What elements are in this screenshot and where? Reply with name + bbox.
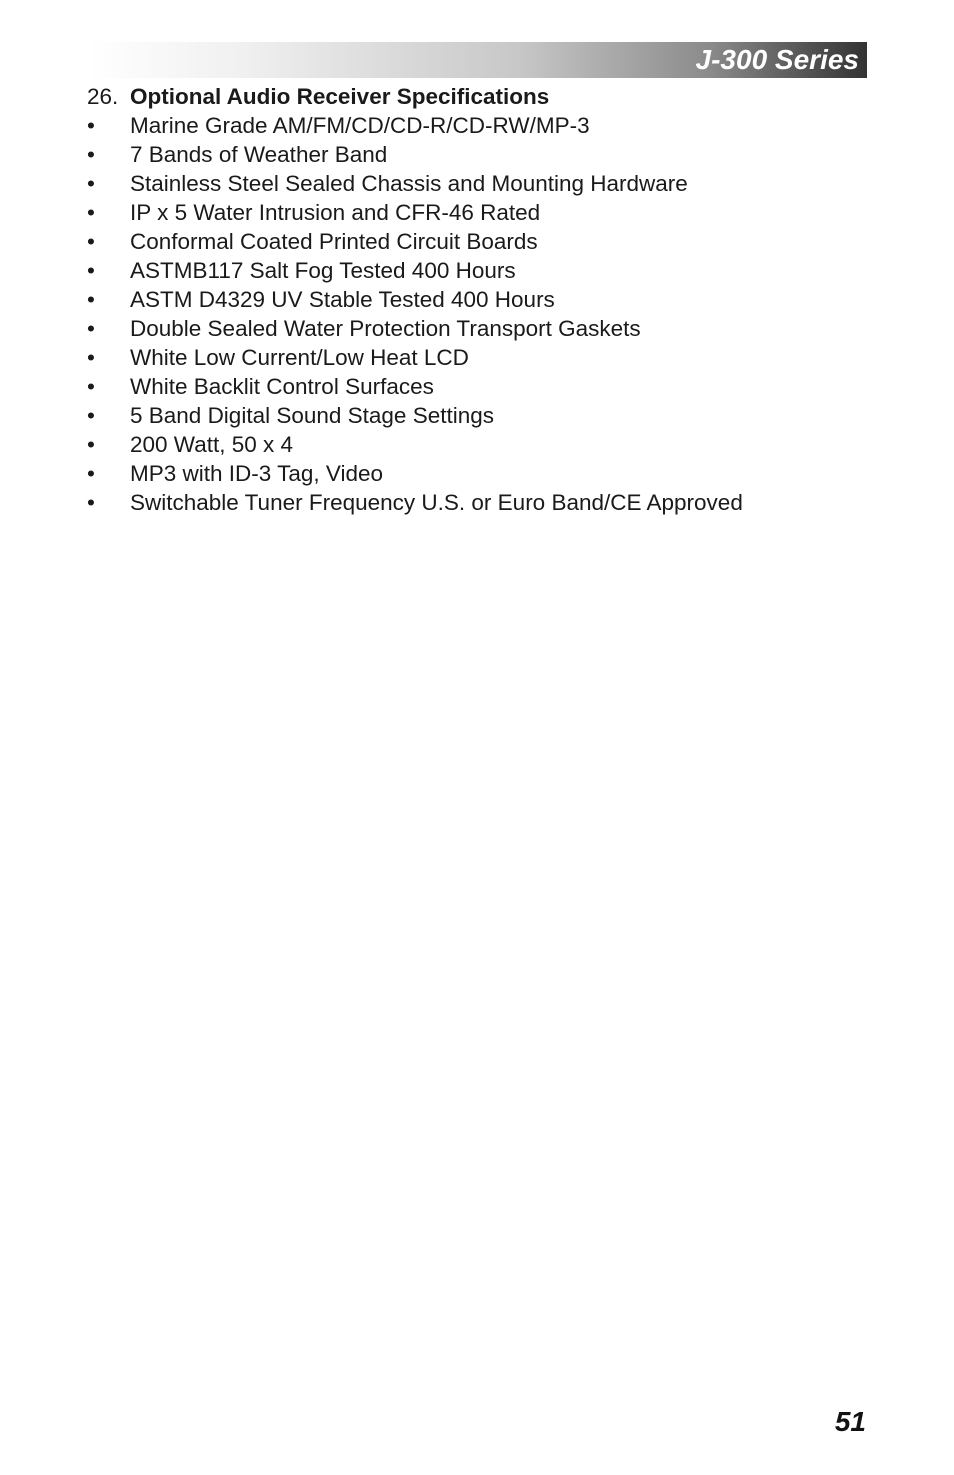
bullet-icon: • (87, 142, 95, 167)
list-item (87, 459, 867, 488)
list-item (87, 372, 867, 401)
bullet-icon: • (87, 403, 95, 428)
bullet-icon: • (87, 171, 95, 196)
list-item (87, 401, 867, 430)
series-title: J-300 Series (695, 44, 859, 75)
bullet-icon: • (87, 258, 95, 283)
bullet-icon: • (87, 345, 95, 370)
section-title: Optional Audio Receiver Specifications (130, 84, 550, 109)
header-bar (88, 42, 867, 78)
list-item-text: White Backlit Control Surfaces (130, 374, 434, 399)
list-item (87, 169, 867, 198)
section-number: 26. (87, 84, 119, 109)
list-item-text: Stainless Steel Sealed Chassis and Mounting Hardware (130, 171, 688, 196)
bullet-icon: • (87, 113, 95, 138)
bullet-icon: • (87, 374, 95, 399)
list-item (87, 111, 867, 140)
list-item (87, 227, 867, 256)
list-item-text: White Low Current/Low Heat LCD (130, 345, 469, 370)
list-item (87, 285, 867, 314)
list-item (87, 256, 867, 285)
page-number: 51 (834, 1406, 866, 1437)
list-item-text: ASTMB117 Salt Fog Tested 400 Hours (130, 258, 516, 283)
list-item-text: 200 Watt, 50 x 4 (130, 432, 294, 457)
list-item-text: ASTM D4329 UV Stable Tested 400 Hours (130, 287, 555, 312)
list-item-text: MP3 with ID-3 Tag, Video (130, 461, 384, 486)
list-item-text: Switchable Tuner Frequency U.S. or Euro Band/CE Approved (130, 490, 743, 515)
list-item (87, 488, 867, 517)
list-item-text: Conformal Coated Printed Circuit Boards (130, 229, 538, 254)
bullet-icon: • (87, 490, 95, 515)
bullet-icon: • (87, 316, 95, 341)
list-item-text: 7 Bands of Weather Band (130, 142, 388, 167)
list-item-text: IP x 5 Water Intrusion and CFR-46 Rated (130, 200, 541, 225)
list-item (87, 343, 867, 372)
bullet-icon: • (87, 432, 95, 457)
list-item (87, 430, 867, 459)
list-item-text: Double Sealed Water Protection Transport Gaskets (130, 316, 641, 341)
list-item (87, 140, 867, 169)
bullet-icon: • (87, 229, 95, 254)
bullet-icon: • (87, 200, 95, 225)
list-item-text: 5 Band Digital Sound Stage Settings (130, 403, 494, 428)
list-item-text: Marine Grade AM/FM/CD/CD-R/CD-RW/MP-3 (130, 113, 590, 138)
bullet-icon: • (87, 461, 95, 486)
spec-section (87, 82, 867, 517)
list-item (87, 198, 867, 227)
section-heading (87, 82, 867, 111)
list-item (87, 314, 867, 343)
bullet-icon: • (87, 287, 95, 312)
